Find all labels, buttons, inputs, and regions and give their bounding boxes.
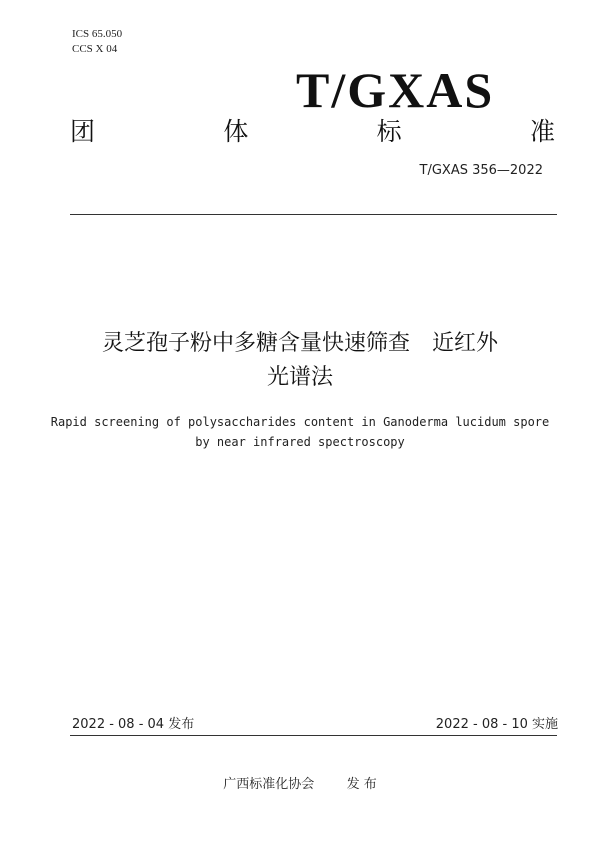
standard-number: T/GXAS 356—2022 [419,163,543,178]
implement-date: 2022 - 08 - 10 实施 [435,717,558,732]
title-en-line2: by near infrared spectroscopy [195,435,405,449]
std-type-char: 准 [529,117,555,146]
title-cn-line1: 灵芝孢子粉中多糖含量快速筛查 近红外 [101,331,498,356]
title-en-line1: Rapid screening of polysaccharides content in Ganoderma lucidum spore [50,415,550,429]
standard-logo: T/GXAS [296,62,495,118]
std-type-char: 体 [223,117,249,146]
standard-type [70,116,555,148]
std-type-char: 团 [70,117,96,146]
ccs-code: CCS X 04 [72,43,118,55]
footer-divider [70,735,557,736]
title-cn-line2: 光谱法 [266,365,333,390]
header-divider [70,214,557,215]
ics-code: ICS 65.050 [72,28,123,40]
publisher-line [0,776,600,794]
classification-block [72,27,122,57]
std-type-char: 标 [376,117,402,146]
publish-action: 发 布 [346,777,377,792]
issue-date: 2022 - 08 - 04 发布 [72,717,195,732]
publisher-name: 广西标准化协会 [223,777,315,792]
